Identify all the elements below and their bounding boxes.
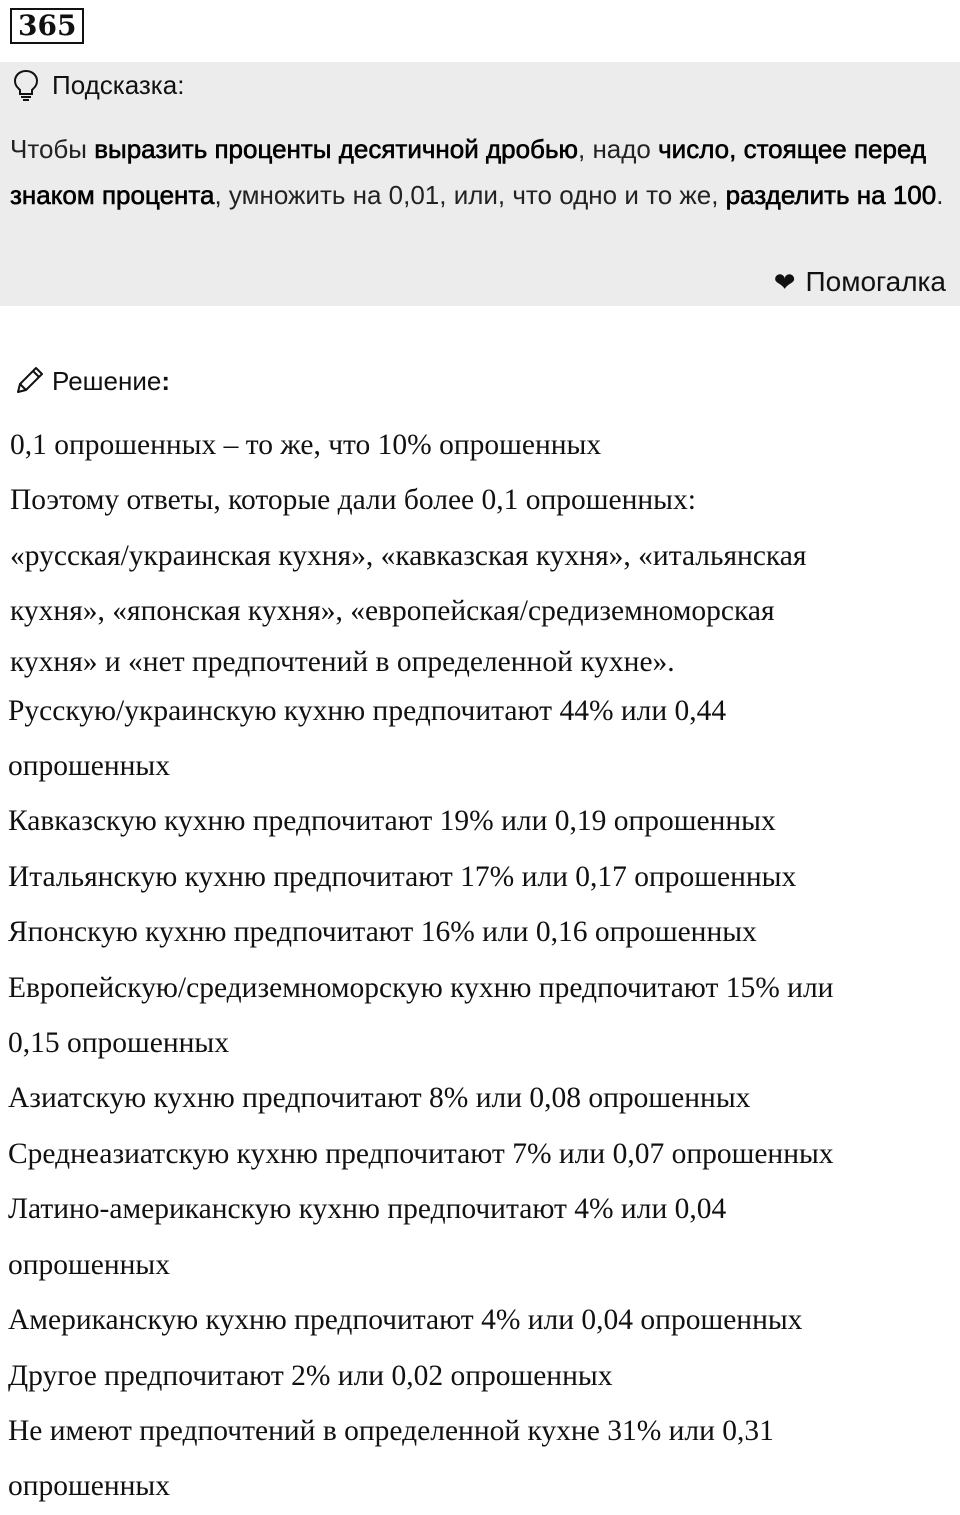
- solution-line: Американскую кухню предпочитают 4% или 0,04 опрошенных: [8, 1304, 803, 1337]
- hint-text-part: Чтобы: [10, 134, 95, 164]
- solution-line: Поэтому ответы, которые дали более 0,1 опрошенных:: [10, 484, 696, 517]
- solution-line: Азиатскую кухню предпочитают 8% или 0,08 опрошенных: [8, 1082, 751, 1115]
- solution-line: Латино-американскую кухню предпочитают 4% или 0,04: [8, 1193, 727, 1226]
- solution-header: [12, 364, 170, 398]
- hint-text-bold: разделить на 100: [725, 180, 937, 210]
- pencil-icon: [12, 364, 46, 398]
- hint-text-bold: выразить проценты десятичной дробью: [94, 134, 578, 164]
- hint-title: Подсказка:: [52, 69, 185, 100]
- solution-line: «русская/украинская кухня», «кавказская кухня», «итальянская: [10, 539, 807, 572]
- solution-colon: :: [161, 365, 170, 396]
- lightbulb-icon: [10, 68, 42, 102]
- hint-text: [10, 126, 950, 218]
- credit: [774, 266, 946, 298]
- hint-text-bold: число, стоящее перед знаком процента: [10, 134, 927, 210]
- task-number: 365: [10, 8, 84, 44]
- hint-text-part: , умножить на 0,01, или, что одно и то же,: [214, 180, 726, 210]
- solution-line: Другое предпочитают 2% или 0,02 опрошенных: [8, 1359, 613, 1392]
- solution-line: Кавказскую кухню предпочитают 19% или 0,19 опрошенных: [8, 805, 776, 838]
- solution-line: опрошенных: [8, 1470, 170, 1503]
- solution-body: [8, 418, 958, 1515]
- solution-line: кухня» и «нет предпочтений в определенной кухне».: [10, 645, 675, 678]
- solution-line: 0,1 опрошенных – то же, что 10% опрошенных: [10, 429, 602, 461]
- credit-label: Помогалка: [805, 266, 946, 297]
- solution-title: Решение: [52, 365, 162, 396]
- solution-line: Европейскую/средиземноморскую кухню предпочитают 15% или: [8, 971, 834, 1004]
- solution-line: опрошенных: [8, 1248, 170, 1281]
- solution-line: Не имеют предпочтений в определенной кухне 31% или 0,31: [8, 1414, 774, 1447]
- solution-line: Русскую/украинскую кухню предпочитают 44% или 0,44: [8, 694, 727, 727]
- solution-line: 0,15 опрошенных: [8, 1027, 229, 1060]
- hint-text-part: .: [936, 180, 944, 210]
- hint-header: [10, 68, 184, 102]
- solution-line: опрошенных: [8, 750, 170, 783]
- hint-text-part: , надо: [578, 134, 659, 164]
- solution-line: Японскую кухню предпочитают 16% или 0,16 опрошенных: [8, 916, 757, 949]
- heart-icon: ❤: [773, 266, 796, 297]
- solution-line: Итальянскую кухню предпочитают 17% или 0,17 опрошенных: [8, 860, 797, 893]
- solution-line: кухня», «японская кухня», «европейская/средиземноморская: [10, 595, 775, 628]
- solution-line: Среднеазиатскую кухню предпочитают 7% или 0,07 опрошенных: [8, 1137, 834, 1170]
